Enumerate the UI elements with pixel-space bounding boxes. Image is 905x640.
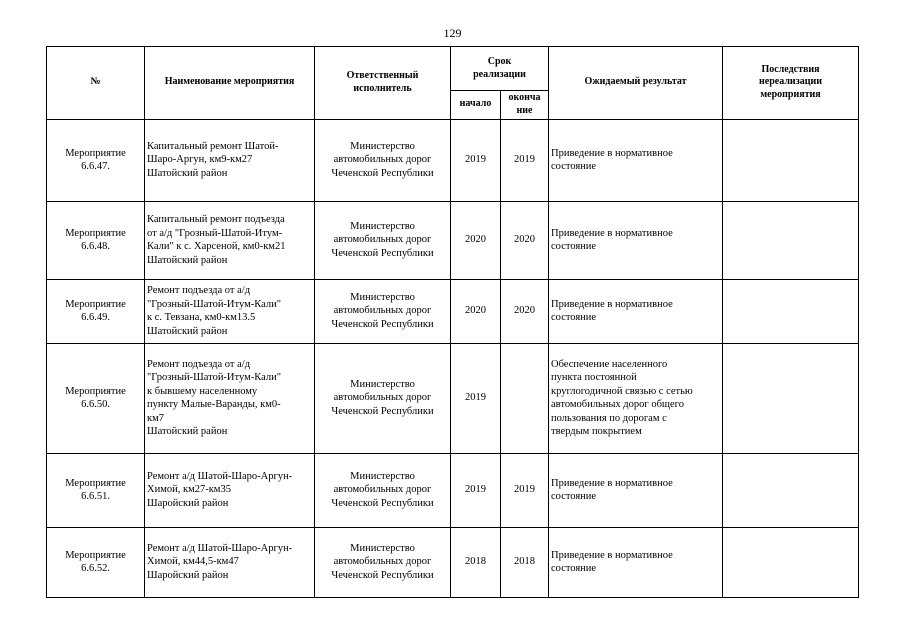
cell-name: Капитальный ремонт подъезда от а/д "Грозный-Шатой-Итум- Кали" к с. Харсеной, км0-км21 Шатойский район [145,201,315,279]
cell-num: Мероприятие 6.6.51. [47,453,145,527]
header-executor: Ответственный исполнитель [315,47,451,120]
cell-result: Обеспечение населенного пункта постоянной круглогодичной связью с сетью автомобильных дорог общего пользования по дорогам с твердым покрытием [549,343,723,453]
cell-start: 2020 [451,279,501,343]
header-name: Наименование мероприятия [145,47,315,120]
cell-end [501,343,549,453]
header-result: Ожидаемый результат [549,47,723,120]
cell-end: 2020 [501,201,549,279]
table-row [47,453,859,527]
header-consequences: Последствия нереализации мероприятия [723,47,859,120]
header-term: Срок реализации [451,47,549,91]
header-start: начало [451,91,501,120]
measures-table [46,46,859,598]
cell-executor: Министерство автомобильных дорог Чеченской Республики [315,119,451,201]
table-row [47,527,859,597]
table-row [47,279,859,343]
cell-name: Ремонт а/д Шатой-Шаро-Аргун- Химой, км27-км35 Шаройский район [145,453,315,527]
cell-end: 2019 [501,119,549,201]
cell-num: Мероприятие 6.6.47. [47,119,145,201]
header-end: оконча ние [501,91,549,120]
cell-end: 2018 [501,527,549,597]
header-num: № [47,47,145,120]
table-row [47,201,859,279]
cell-result: Приведение в нормативное состояние [549,279,723,343]
cell-name: Ремонт а/д Шатой-Шаро-Аргун- Химой, км44,5-км47 Шаройский район [145,527,315,597]
cell-executor: Министерство автомобильных дорог Чеченской Республики [315,527,451,597]
cell-executor: Министерство автомобильных дорог Чеченской Республики [315,453,451,527]
cell-name: Капитальный ремонт Шатой- Шаро-Аргун, км9-км27 Шатойский район [145,119,315,201]
cell-result: Приведение в нормативное состояние [549,201,723,279]
cell-consequences [723,453,859,527]
cell-num: Мероприятие 6.6.49. [47,279,145,343]
cell-num: Мероприятие 6.6.48. [47,201,145,279]
cell-start: 2020 [451,201,501,279]
cell-consequences [723,119,859,201]
cell-num: Мероприятие 6.6.52. [47,527,145,597]
cell-num: Мероприятие 6.6.50. [47,343,145,453]
cell-executor: Министерство автомобильных дорог Чеченской Республики [315,279,451,343]
table-row [47,119,859,201]
cell-consequences [723,279,859,343]
cell-start: 2019 [451,343,501,453]
table-row [47,343,859,453]
page-number: 129 [443,26,462,40]
cell-result: Приведение в нормативное состояние [549,453,723,527]
cell-end: 2020 [501,279,549,343]
cell-end: 2019 [501,453,549,527]
cell-start: 2019 [451,453,501,527]
cell-consequences [723,527,859,597]
cell-start: 2018 [451,527,501,597]
cell-executor: Министерство автомобильных дорог Чеченской Республики [315,201,451,279]
cell-name: Ремонт подъезда от а/д "Грозный-Шатой-Итум-Кали" к бывшему населенному пункту Малые-Варанды, км0- км7 Шатойский район [145,343,315,453]
cell-result: Приведение в нормативное состояние [549,119,723,201]
cell-executor: Министерство автомобильных дорог Чеченской Республики [315,343,451,453]
cell-name: Ремонт подъезда от а/д "Грозный-Шатой-Итум-Кали" к с. Тевзана, км0-км13.5 Шатойский район [145,279,315,343]
cell-result: Приведение в нормативное состояние [549,527,723,597]
cell-start: 2019 [451,119,501,201]
cell-consequences [723,201,859,279]
cell-consequences [723,343,859,453]
